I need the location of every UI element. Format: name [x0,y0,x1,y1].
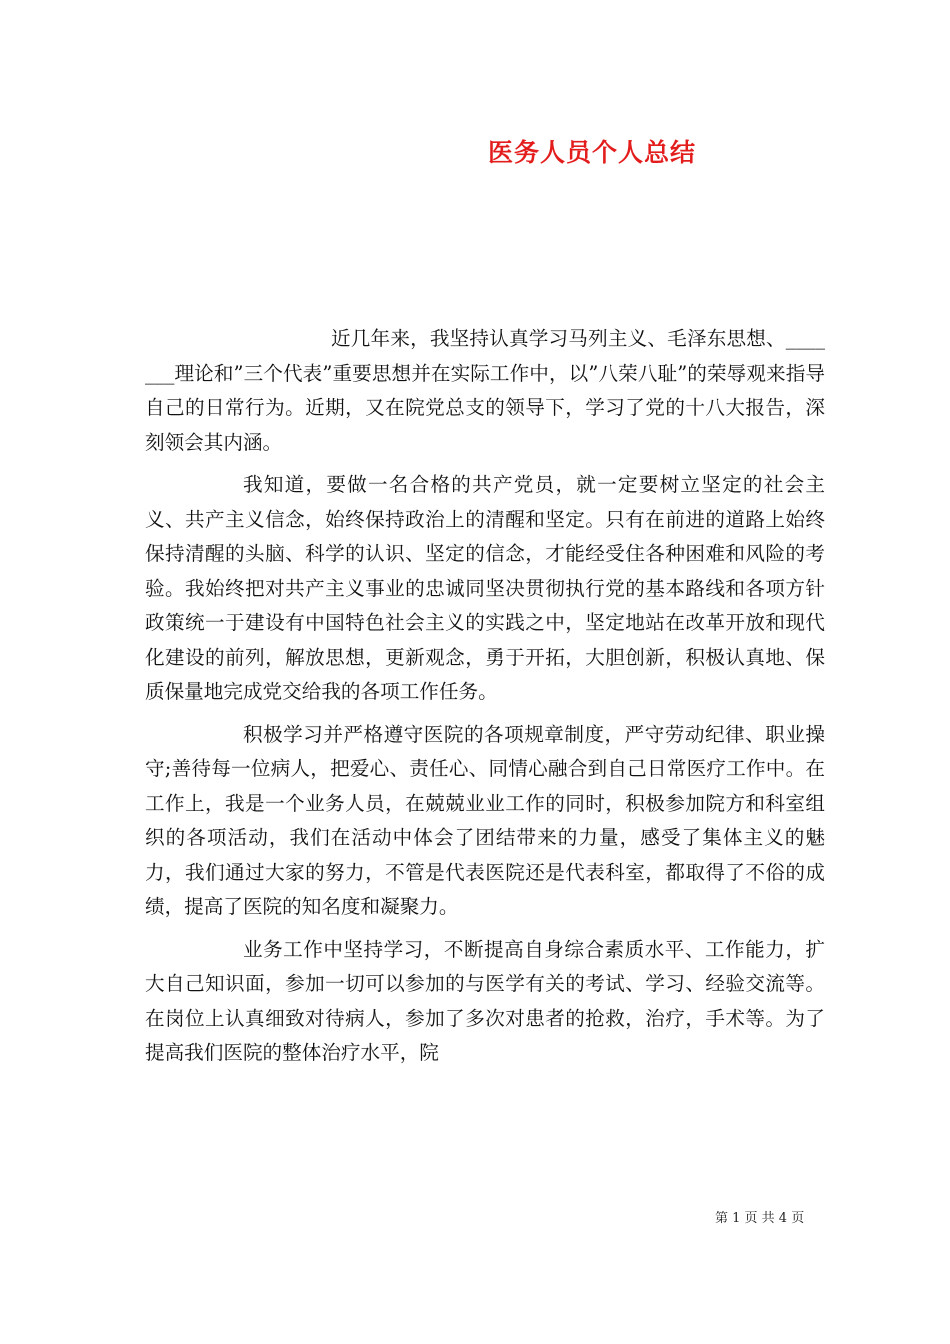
document-title: 医务人员个人总结 [487,138,696,167]
paragraph-1: 近几年来，我坚持认真学习马列主义、毛泽东思想、_______理论和”三个代表”重要思想并在实际工作中，以”八荣八耻”的荣辱观来指导自己的日常行为。近期，又在院党总支的领导下，学习了党的十八大报告，深刻领会其内涵。 [145,327,825,454]
document-body [145,322,825,1079]
paragraph-2: 我知道，要做一名合格的共产党员，就一定要树立坚定的社会主义、共产主义信念，始终保持政治上的清醒和坚定。只有在前进的道路上始终保持清醒的头脑、科学的认识、坚定的信念，才能经受住各种困难和风险的考验。我始终把对共产主义事业的忠诚同坚决贯彻执行党的基本路线和各项方针政策统一于建设有中国特色社会主义的实践之中，坚定地站在改革开放和现代化建设的前列，解放思想，更新观念，勇于开拓，大胆创新，积极认真地、保质保量地完成党交给我的各项工作任务。 [145,473,825,703]
document-title-container [0,133,950,169]
paragraph-3: 积极学习并严格遵守医院的各项规章制度，严守劳动纪律、职业操守;善待每一位病人，把爱心、责任心、同情心融合到自己日常医疗工作中。在工作上，我是一个业务人员，在兢兢业业工作的同时，积极参加院方和科室组织的各项活动，我们在活动中体会了团结带来的力量，感受了集体主义的魅力，我们通过大家的努力，不管是代表医院还是代表科室，都取得了不俗的成绩，提高了医院的知名度和凝聚力。 [145,722,825,918]
page-number-footer: 第 1 页 共 4 页 [715,1211,805,1226]
paragraph-4: 业务工作中坚持学习，不断提高自身综合素质水平、工作能力，扩大自己知识面，参加一切可以参加的与医学有关的考试、学习、经验交流等。在岗位上认真细致对待病人，参加了多次对患者的抢救，治疗，手术等。为了提高我们医院的整体治疗水平，院 [145,937,825,1064]
